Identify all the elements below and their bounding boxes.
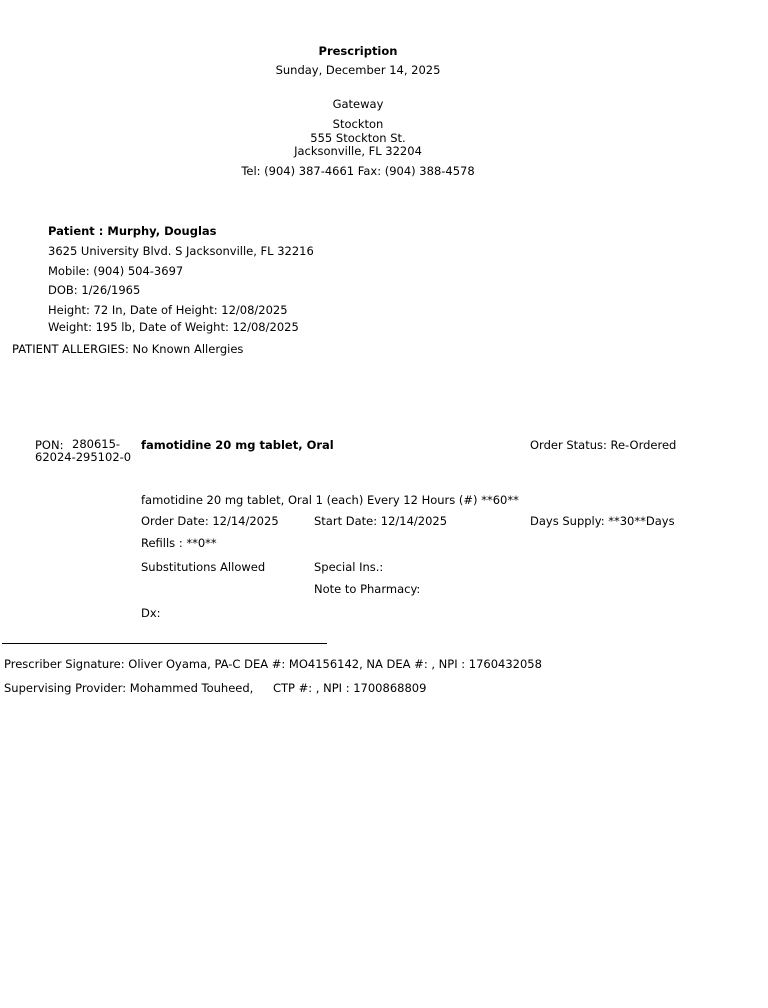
location-phone-fax: Tel: (904) 387-4661 Fax: (904) 388-4578 bbox=[241, 164, 475, 178]
patient-allergies: PATIENT ALLERGIES: No Known Allergies bbox=[12, 342, 244, 356]
patient-mobile: Mobile: (904) 504-3697 bbox=[48, 264, 184, 278]
organization-name: Gateway bbox=[332, 97, 384, 111]
pon-number-line2: 62024-295102-0 bbox=[35, 450, 132, 464]
patient-name: Patient : Murphy, Douglas bbox=[48, 224, 217, 238]
supervising-provider: Supervising Provider: Mohammed Touheed, bbox=[4, 681, 254, 695]
signature-divider bbox=[2, 643, 327, 644]
location-city: Jacksonville, FL 32204 bbox=[294, 144, 422, 158]
order-date: Order Date: 12/14/2025 bbox=[141, 514, 279, 528]
drug-sig: famotidine 20 mg tablet, Oral 1 (each) Every 12 Hours (#) **60** bbox=[141, 493, 519, 507]
pon-number-line1: 280615- bbox=[72, 437, 121, 451]
supervising-provider-ids: CTP #: , NPI : 1700868809 bbox=[273, 681, 427, 695]
order-status: Order Status: Re-Ordered bbox=[530, 438, 677, 452]
substitutions: Substitutions Allowed bbox=[141, 560, 266, 574]
patient-dob: DOB: 1/26/1965 bbox=[48, 283, 141, 297]
days-supply: Days Supply: **30**Days bbox=[530, 514, 675, 528]
location-street: 555 Stockton St. bbox=[310, 131, 406, 145]
pon-label: PON: bbox=[35, 438, 64, 452]
patient-address: 3625 University Blvd. S Jacksonville, FL 32216 bbox=[48, 244, 314, 258]
special-instructions: Special Ins.: bbox=[314, 560, 384, 574]
diagnosis: Dx: bbox=[141, 606, 161, 620]
note-to-pharmacy: Note to Pharmacy: bbox=[314, 582, 421, 596]
page-title: Prescription bbox=[318, 44, 398, 58]
prescription-date: Sunday, December 14, 2025 bbox=[275, 63, 441, 77]
patient-height: Height: 72 In, Date of Height: 12/08/2025 bbox=[48, 303, 288, 317]
drug-title: famotidine 20 mg tablet, Oral bbox=[141, 438, 334, 452]
patient-weight: Weight: 195 lb, Date of Weight: 12/08/2025 bbox=[48, 320, 299, 334]
prescriber-signature: Prescriber Signature: Oliver Oyama, PA-C DEA #: MO4156142, NA DEA #: , NPI : 1760432058 bbox=[4, 657, 542, 671]
refills: Refills : **0** bbox=[141, 536, 217, 550]
start-date: Start Date: 12/14/2025 bbox=[314, 514, 448, 528]
location-name: Stockton bbox=[332, 117, 384, 131]
